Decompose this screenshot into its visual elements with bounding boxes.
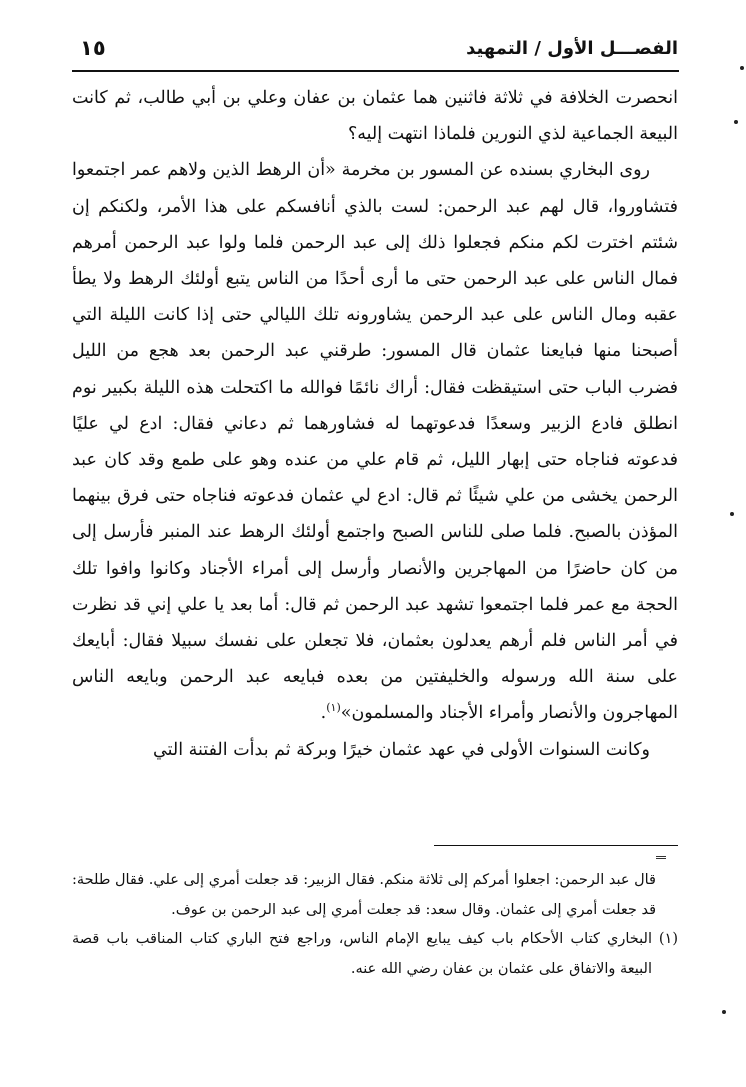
hadith-paragraph — [72, 152, 678, 731]
paragraph: وكانت السنوات الأولى في عهد عثمان خيرًا وبركة ثم بدأت الفتنة التي — [153, 739, 650, 760]
footnote-separator — [434, 845, 678, 846]
footnote-continuation: قال عبد الرحمن: اجعلوا أمركم إلى ثلاثة منكم. فقال الزبير: قد جعلت أمري إلى علي. فقال طلحة: قد جعلت أمري إلى عثمان. وقال سعد: قد جعلت أمري إلى عبد الرحمن بن عوف. — [72, 872, 656, 918]
footnotes — [72, 866, 678, 984]
footnote-item — [72, 925, 678, 984]
scan-speck — [722, 1010, 726, 1014]
scan-speck — [730, 512, 734, 516]
scan-speck — [734, 120, 738, 124]
footnote-reference[interactable]: (١) — [326, 701, 341, 715]
header-rule — [72, 70, 679, 72]
scan-speck — [740, 66, 744, 70]
closing-punctuation: . — [320, 703, 327, 724]
page-number: ١٥ — [80, 36, 106, 60]
footnote-continuation-mark — [656, 856, 666, 859]
main-text — [72, 80, 678, 768]
paragraph: انحصرت الخلافة في ثلاثة فاثنين هما عثمان بن عفان وعلي بن أبي طالب، ثم كانت البيعة الجماعية لذي النورين فلماذا انتهت إليه؟ — [72, 88, 678, 145]
footnote-text: البخاري كتاب الأحكام باب كيف يبايع الإمام الناس، وراجع فتح الباري كتاب المناقب باب قصة البيعة والاتفاق على عثمان بن عفان رضي الله عنه. — [72, 931, 652, 977]
hadith-text: روى البخاري بسنده عن المسور بن مخرمة «أن الرهط الذين ولاهم عمر اجتمعوا فتشاوروا، قال لهم عبد الرحمن: لست بالذي أنافسكم على هذا الأمر، ولكنكم إن شئتم اخترت لكم منكم فجعلوا ذلك إلى عبد الرحمن فلما ولوا عبد الرحمن أمرهم فمال الناس على عبد الرحمن حتى ما أرى أحدًا من الناس يتبع أولئك الرهط ولا يطأ عقبه ومال الناس على عبد الرحمن يشاورونه تلك الليالي حتى إذا كانت الليلة التي أصبحنا منها فبايعنا عثمان قال المسور: طرقني عبد الرحمن بعد هجع من الليل فضرب الباب حتى استيقظت فقال: أراك نائمًا فوالله ما اكتحلت هذه الليلة بكبير نوم انطلق فادع الزبير وسعدًا فدعوتهما له فشاورهما ثم دعاني فقال: ادع لي عليًا فدعوته فناجاه حتى إبهار الليل، ثم قام علي من عنده وهو على طمع وقد كان عبد الرحمن يخشى من علي شيئًا ثم قال: ادع لي عثمان فدعوته فناجاه حتى فرق بينهما المؤذن بالصبح. فلما صلى للناس الصبح واجتمع أولئك الرهط عند المنبر فأرسل إلى من كان حاضرًا من المهاجرين والأنصار وأرسل إلى أمراء الأجناد وكانوا وافوا تلك الحجة مع عمر فلما اجتمعوا تشهد عبد الرحمن ثم قال: أما بعد يا علي إني قد نظرت في أمر الناس فلم أرهم يعدلون بعثمان، فلا تجعلن على نفسك سبيلا فقال: أبايعك على سنة الله ورسوله والخليفتين من بعده فبايعه عبد الرحمن وبايعه الناس المهاجرون والأنصار وأمراء الأجناد والمسلمون» — [72, 160, 678, 724]
chapter-title: الفصـــل الأول / التمهيد — [466, 38, 678, 59]
running-header — [72, 30, 678, 70]
footnote-number: (١) — [658, 931, 678, 947]
